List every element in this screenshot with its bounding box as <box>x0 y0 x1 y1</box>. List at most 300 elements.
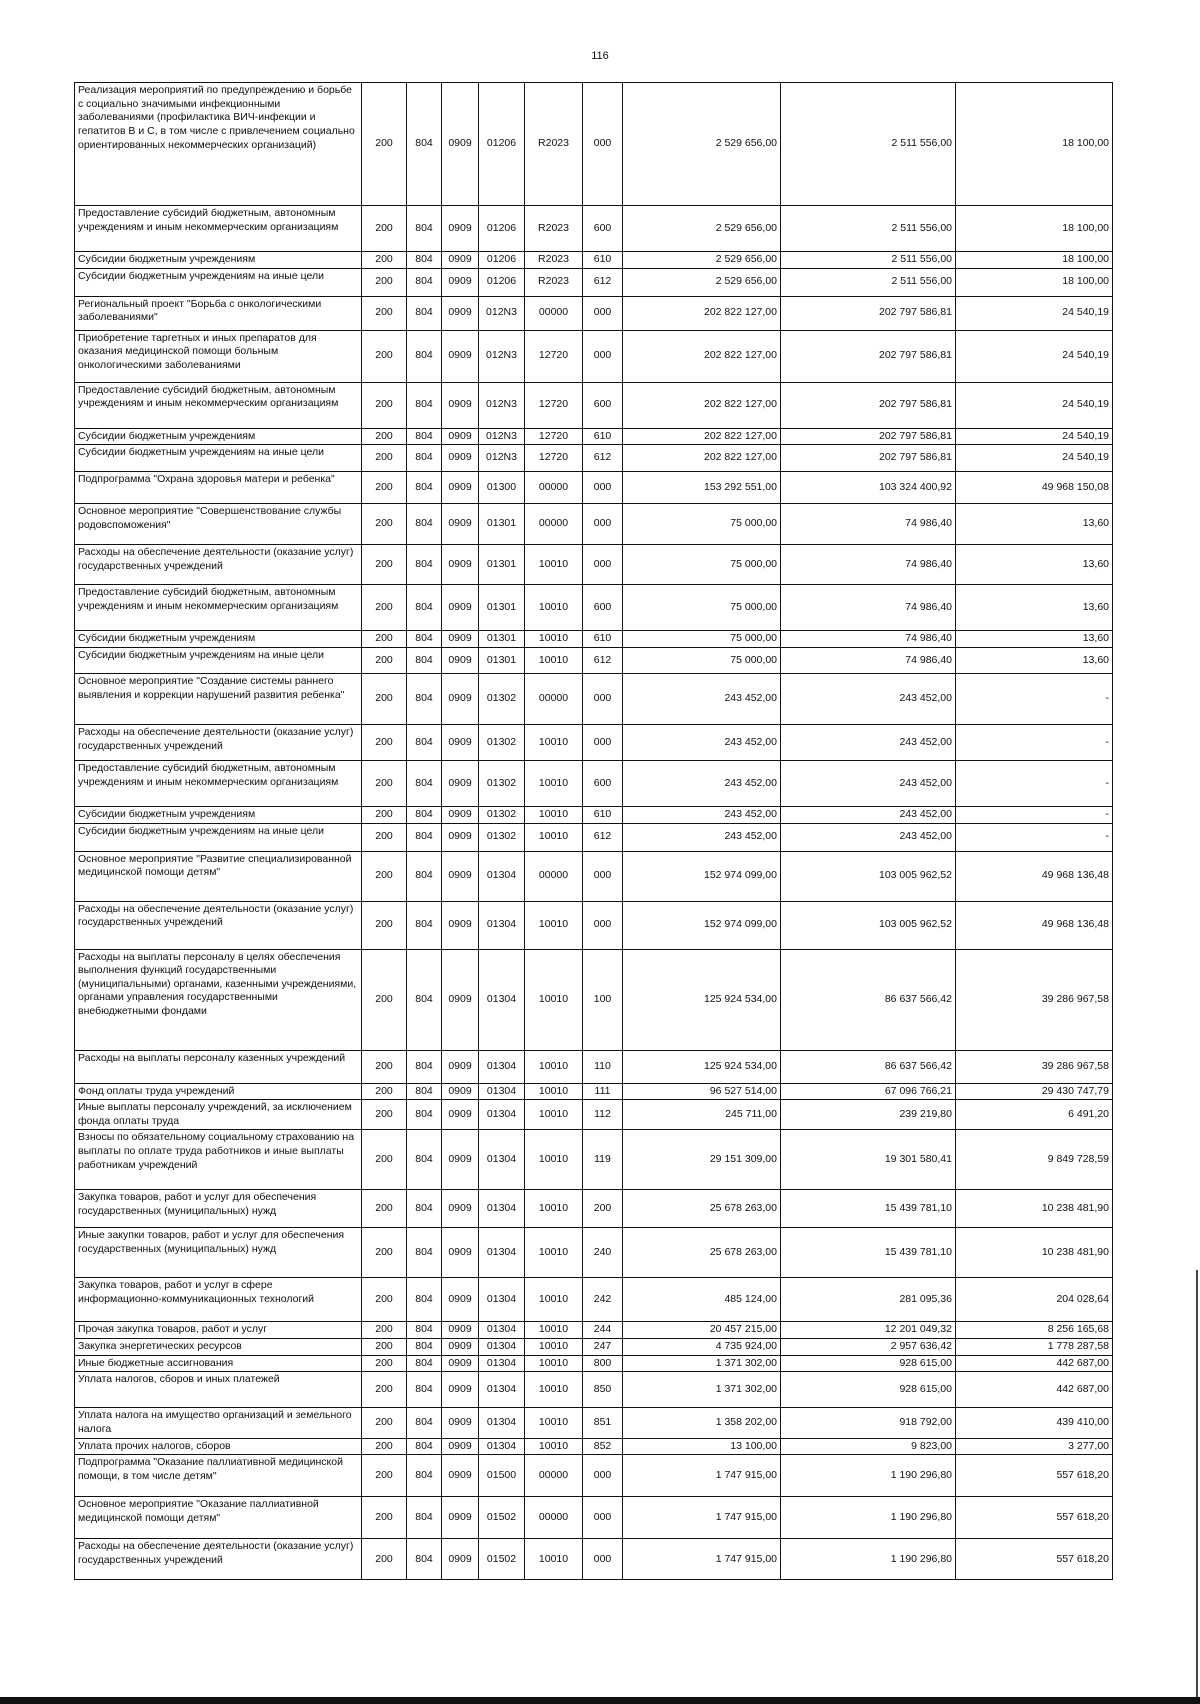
target-code-cell: 10010 <box>525 631 583 648</box>
section-code-cell: 804 <box>407 1438 442 1455</box>
section-code-cell: 804 <box>407 1100 442 1130</box>
program-code-cell: 01301 <box>479 585 525 631</box>
planned-amount-cell: 75 000,00 <box>623 545 781 585</box>
program-code-cell: 01301 <box>479 631 525 648</box>
planned-amount-cell: 2 529 656,00 <box>623 83 781 206</box>
table-row <box>75 1322 1113 1339</box>
section-code-cell: 804 <box>407 673 442 724</box>
executed-amount-cell: 12 201 049,32 <box>781 1322 956 1339</box>
subsection-code-cell: 0909 <box>442 760 479 806</box>
expense-name-cell: Субсидии бюджетным учреждениям <box>75 631 362 648</box>
program-code-cell: 012N3 <box>479 296 525 330</box>
table-row <box>75 1408 1113 1438</box>
expense-name-cell: Расходы на обеспечение деятельности (оказание услуг) государственных учреждений <box>75 901 362 949</box>
target-code-cell: 10010 <box>525 1228 583 1278</box>
program-code-cell: 01304 <box>479 1372 525 1408</box>
program-code-cell: 01304 <box>479 1083 525 1100</box>
table-row <box>75 83 1113 206</box>
planned-amount-cell: 202 822 127,00 <box>623 296 781 330</box>
program-code-cell: 01304 <box>479 1355 525 1372</box>
program-code-cell: 01302 <box>479 806 525 823</box>
subsection-code-cell: 0909 <box>442 806 479 823</box>
expense-type-code-cell: 850 <box>583 1372 623 1408</box>
remainder-amount-cell: 24 540,19 <box>956 330 1113 382</box>
code-cell: 200 <box>362 1322 407 1339</box>
expense-type-code-cell: 247 <box>583 1339 623 1356</box>
remainder-amount-cell: 10 238 481,90 <box>956 1228 1113 1278</box>
expense-type-code-cell: 000 <box>583 472 623 504</box>
executed-amount-cell: 86 637 566,42 <box>781 1050 956 1083</box>
remainder-amount-cell: 1 778 287,58 <box>956 1339 1113 1356</box>
scan-edge-line <box>1196 1270 1198 1700</box>
target-code-cell: 10010 <box>525 1372 583 1408</box>
section-code-cell: 804 <box>407 382 442 428</box>
code-cell: 200 <box>362 545 407 585</box>
planned-amount-cell: 125 924 534,00 <box>623 1050 781 1083</box>
expense-name-cell: Региональный проект "Борьба с онкологическими заболеваниями" <box>75 296 362 330</box>
section-code-cell: 804 <box>407 1322 442 1339</box>
target-code-cell: 10010 <box>525 1539 583 1580</box>
expense-type-code-cell: 244 <box>583 1322 623 1339</box>
section-code-cell: 804 <box>407 83 442 206</box>
section-code-cell: 804 <box>407 428 442 445</box>
subsection-code-cell: 0909 <box>442 83 479 206</box>
section-code-cell: 804 <box>407 1050 442 1083</box>
remainder-amount-cell: - <box>956 760 1113 806</box>
expense-name-cell: Иные закупки товаров, работ и услуг для обеспечения государственных (муниципальных) нужд <box>75 1228 362 1278</box>
target-code-cell: 10010 <box>525 1050 583 1083</box>
code-cell: 200 <box>362 760 407 806</box>
planned-amount-cell: 202 822 127,00 <box>623 330 781 382</box>
expense-type-code-cell: 240 <box>583 1228 623 1278</box>
expense-type-code-cell: 200 <box>583 1190 623 1228</box>
remainder-amount-cell: 24 540,19 <box>956 296 1113 330</box>
subsection-code-cell: 0909 <box>442 1130 479 1190</box>
table-row <box>75 1130 1113 1190</box>
remainder-amount-cell: - <box>956 673 1113 724</box>
table-row <box>75 472 1113 504</box>
remainder-amount-cell: 29 430 747,79 <box>956 1083 1113 1100</box>
planned-amount-cell: 75 000,00 <box>623 647 781 673</box>
remainder-amount-cell: 49 968 150,08 <box>956 472 1113 504</box>
section-code-cell: 804 <box>407 901 442 949</box>
executed-amount-cell: 202 797 586,81 <box>781 445 956 472</box>
expense-name-cell: Предоставление субсидий бюджетным, автономным учреждениям и иным некоммерческим организациям <box>75 760 362 806</box>
expense-type-code-cell: 610 <box>583 252 623 269</box>
scan-bottom-border <box>0 1697 1200 1704</box>
program-code-cell: 01301 <box>479 545 525 585</box>
table-row <box>75 673 1113 724</box>
executed-amount-cell: 103 005 962,52 <box>781 851 956 901</box>
planned-amount-cell: 13 100,00 <box>623 1438 781 1455</box>
remainder-amount-cell: 9 849 728,59 <box>956 1130 1113 1190</box>
section-code-cell: 804 <box>407 330 442 382</box>
expense-name-cell: Закупка энергетических ресурсов <box>75 1339 362 1356</box>
expense-name-cell: Приобретение таргетных и иных препаратов для оказания медицинской помощи больным онкологическими заболеваниями <box>75 330 362 382</box>
target-code-cell: 10010 <box>525 545 583 585</box>
code-cell: 200 <box>362 296 407 330</box>
program-code-cell: 01502 <box>479 1497 525 1539</box>
subsection-code-cell: 0909 <box>442 851 479 901</box>
subsection-code-cell: 0909 <box>442 1190 479 1228</box>
planned-amount-cell: 125 924 534,00 <box>623 949 781 1050</box>
subsection-code-cell: 0909 <box>442 1278 479 1322</box>
expense-name-cell: Закупка товаров, работ и услуг в сфере информационно-коммуникационных технологий <box>75 1278 362 1322</box>
program-code-cell: 01304 <box>479 949 525 1050</box>
target-code-cell: 00000 <box>525 1497 583 1539</box>
table-row <box>75 1497 1113 1539</box>
expense-type-code-cell: 000 <box>583 901 623 949</box>
expense-name-cell: Предоставление субсидий бюджетным, автономным учреждениям и иным некоммерческим организациям <box>75 585 362 631</box>
subsection-code-cell: 0909 <box>442 1455 479 1497</box>
subsection-code-cell: 0909 <box>442 472 479 504</box>
target-code-cell: 00000 <box>525 504 583 545</box>
expense-type-code-cell: 000 <box>583 851 623 901</box>
target-code-cell: 12720 <box>525 382 583 428</box>
table-row <box>75 806 1113 823</box>
code-cell: 200 <box>362 949 407 1050</box>
planned-amount-cell: 25 678 263,00 <box>623 1228 781 1278</box>
code-cell: 200 <box>362 445 407 472</box>
executed-amount-cell: 103 005 962,52 <box>781 901 956 949</box>
target-code-cell: 10010 <box>525 585 583 631</box>
code-cell: 200 <box>362 647 407 673</box>
target-code-cell: 10010 <box>525 1190 583 1228</box>
code-cell: 200 <box>362 585 407 631</box>
expense-name-cell: Иные бюджетные ассигнования <box>75 1355 362 1372</box>
remainder-amount-cell: 557 618,20 <box>956 1497 1113 1539</box>
expense-name-cell: Основное мероприятие "Оказание паллиативной медицинской помощи детям" <box>75 1497 362 1539</box>
subsection-code-cell: 0909 <box>442 206 479 252</box>
executed-amount-cell: 2 511 556,00 <box>781 83 956 206</box>
target-code-cell: 10010 <box>525 949 583 1050</box>
table-row <box>75 823 1113 851</box>
planned-amount-cell: 4 735 924,00 <box>623 1339 781 1356</box>
target-code-cell: R2023 <box>525 206 583 252</box>
expense-type-code-cell: 111 <box>583 1083 623 1100</box>
table-row <box>75 1278 1113 1322</box>
table-row <box>75 330 1113 382</box>
expense-type-code-cell: 000 <box>583 83 623 206</box>
program-code-cell: 01304 <box>479 901 525 949</box>
code-cell: 200 <box>362 1278 407 1322</box>
executed-amount-cell: 19 301 580,41 <box>781 1130 956 1190</box>
planned-amount-cell: 152 974 099,00 <box>623 901 781 949</box>
section-code-cell: 804 <box>407 1497 442 1539</box>
expense-name-cell: Прочая закупка товаров, работ и услуг <box>75 1322 362 1339</box>
code-cell: 200 <box>362 1339 407 1356</box>
subsection-code-cell: 0909 <box>442 504 479 545</box>
subsection-code-cell: 0909 <box>442 901 479 949</box>
remainder-amount-cell: 439 410,00 <box>956 1408 1113 1438</box>
target-code-cell: 00000 <box>525 851 583 901</box>
executed-amount-cell: 281 095,36 <box>781 1278 956 1322</box>
expense-type-code-cell: 610 <box>583 428 623 445</box>
code-cell: 200 <box>362 1130 407 1190</box>
remainder-amount-cell: 8 256 165,68 <box>956 1322 1113 1339</box>
executed-amount-cell: 2 511 556,00 <box>781 206 956 252</box>
planned-amount-cell: 485 124,00 <box>623 1278 781 1322</box>
code-cell: 200 <box>362 382 407 428</box>
remainder-amount-cell: 6 491,20 <box>956 1100 1113 1130</box>
expense-type-code-cell: 000 <box>583 330 623 382</box>
program-code-cell: 01304 <box>479 1228 525 1278</box>
code-cell: 200 <box>362 268 407 296</box>
target-code-cell: 00000 <box>525 673 583 724</box>
section-code-cell: 804 <box>407 1130 442 1190</box>
section-code-cell: 804 <box>407 472 442 504</box>
code-cell: 200 <box>362 806 407 823</box>
subsection-code-cell: 0909 <box>442 268 479 296</box>
program-code-cell: 01302 <box>479 760 525 806</box>
code-cell: 200 <box>362 1100 407 1130</box>
table-row <box>75 631 1113 648</box>
section-code-cell: 804 <box>407 760 442 806</box>
table-row <box>75 206 1113 252</box>
planned-amount-cell: 75 000,00 <box>623 504 781 545</box>
executed-amount-cell: 2 511 556,00 <box>781 268 956 296</box>
section-code-cell: 804 <box>407 647 442 673</box>
expense-name-cell: Субсидии бюджетным учреждениям на иные цели <box>75 268 362 296</box>
expense-name-cell: Закупка товаров, работ и услуг для обеспечения государственных (муниципальных) нужд <box>75 1190 362 1228</box>
target-code-cell: 10010 <box>525 1130 583 1190</box>
section-code-cell: 804 <box>407 1539 442 1580</box>
subsection-code-cell: 0909 <box>442 1100 479 1130</box>
remainder-amount-cell: - <box>956 806 1113 823</box>
section-code-cell: 804 <box>407 851 442 901</box>
code-cell: 200 <box>362 673 407 724</box>
expense-type-code-cell: 600 <box>583 206 623 252</box>
program-code-cell: 01304 <box>479 1050 525 1083</box>
code-cell: 200 <box>362 472 407 504</box>
section-code-cell: 804 <box>407 268 442 296</box>
executed-amount-cell: 74 986,40 <box>781 647 956 673</box>
program-code-cell: 01304 <box>479 1322 525 1339</box>
expense-name-cell: Основное мероприятие "Развитие специализированной медицинской помощи детям" <box>75 851 362 901</box>
expense-name-cell: Субсидии бюджетным учреждениям на иные цели <box>75 445 362 472</box>
section-code-cell: 804 <box>407 252 442 269</box>
table-row <box>75 949 1113 1050</box>
table-row <box>75 1372 1113 1408</box>
section-code-cell: 804 <box>407 585 442 631</box>
table-row <box>75 1438 1113 1455</box>
executed-amount-cell: 103 324 400,92 <box>781 472 956 504</box>
code-cell: 200 <box>362 1050 407 1083</box>
planned-amount-cell: 1 371 302,00 <box>623 1372 781 1408</box>
code-cell: 200 <box>362 330 407 382</box>
remainder-amount-cell: - <box>956 823 1113 851</box>
executed-amount-cell: 202 797 586,81 <box>781 330 956 382</box>
remainder-amount-cell: 39 286 967,58 <box>956 949 1113 1050</box>
table-row <box>75 296 1113 330</box>
code-cell: 200 <box>362 1438 407 1455</box>
table-row <box>75 1455 1113 1497</box>
program-code-cell: 01304 <box>479 851 525 901</box>
remainder-amount-cell: 13,60 <box>956 545 1113 585</box>
remainder-amount-cell: 13,60 <box>956 585 1113 631</box>
subsection-code-cell: 0909 <box>442 296 479 330</box>
expense-name-cell: Основное мероприятие "Совершенствование службы родовспоможения" <box>75 504 362 545</box>
planned-amount-cell: 1 747 915,00 <box>623 1455 781 1497</box>
subsection-code-cell: 0909 <box>442 1539 479 1580</box>
target-code-cell: 10010 <box>525 647 583 673</box>
section-code-cell: 804 <box>407 949 442 1050</box>
section-code-cell: 804 <box>407 1372 442 1408</box>
expense-type-code-cell: 612 <box>583 268 623 296</box>
remainder-amount-cell: 13,60 <box>956 647 1113 673</box>
code-cell: 200 <box>362 1228 407 1278</box>
remainder-amount-cell: 557 618,20 <box>956 1539 1113 1580</box>
table-row <box>75 428 1113 445</box>
table-row <box>75 252 1113 269</box>
subsection-code-cell: 0909 <box>442 545 479 585</box>
budget-table <box>74 82 1113 1580</box>
executed-amount-cell: 2 511 556,00 <box>781 252 956 269</box>
target-code-cell: R2023 <box>525 252 583 269</box>
table-row <box>75 1190 1113 1228</box>
target-code-cell: R2023 <box>525 268 583 296</box>
target-code-cell: 12720 <box>525 428 583 445</box>
executed-amount-cell: 243 452,00 <box>781 806 956 823</box>
program-code-cell: 01302 <box>479 724 525 760</box>
remainder-amount-cell: 13,60 <box>956 631 1113 648</box>
section-code-cell: 804 <box>407 724 442 760</box>
subsection-code-cell: 0909 <box>442 1355 479 1372</box>
expense-name-cell: Субсидии бюджетным учреждениям <box>75 806 362 823</box>
executed-amount-cell: 243 452,00 <box>781 673 956 724</box>
expense-type-code-cell: 851 <box>583 1408 623 1438</box>
expense-type-code-cell: 000 <box>583 296 623 330</box>
table-row <box>75 1539 1113 1580</box>
subsection-code-cell: 0909 <box>442 673 479 724</box>
program-code-cell: 01206 <box>479 83 525 206</box>
target-code-cell: R2023 <box>525 83 583 206</box>
expense-name-cell: Основное мероприятие "Создание системы раннего выявления и коррекции нарушений развития ребенка" <box>75 673 362 724</box>
planned-amount-cell: 2 529 656,00 <box>623 206 781 252</box>
code-cell: 200 <box>362 428 407 445</box>
executed-amount-cell: 1 190 296,80 <box>781 1539 956 1580</box>
remainder-amount-cell: 24 540,19 <box>956 428 1113 445</box>
program-code-cell: 01304 <box>479 1339 525 1356</box>
executed-amount-cell: 15 439 781,10 <box>781 1228 956 1278</box>
program-code-cell: 012N3 <box>479 428 525 445</box>
executed-amount-cell: 239 219,80 <box>781 1100 956 1130</box>
planned-amount-cell: 202 822 127,00 <box>623 382 781 428</box>
remainder-amount-cell: 204 028,64 <box>956 1278 1113 1322</box>
page-number: 116 <box>591 50 609 62</box>
table-row <box>75 445 1113 472</box>
remainder-amount-cell: 39 286 967,58 <box>956 1050 1113 1083</box>
planned-amount-cell: 153 292 551,00 <box>623 472 781 504</box>
subsection-code-cell: 0909 <box>442 724 479 760</box>
program-code-cell: 01304 <box>479 1278 525 1322</box>
target-code-cell: 10010 <box>525 1100 583 1130</box>
expense-name-cell: Расходы на выплаты персоналу в целях обеспечения выполнения функций государственными (муниципальными) органами, казенными учреждениями, органами управления государственными внебюджетными фондами <box>75 949 362 1050</box>
program-code-cell: 01302 <box>479 673 525 724</box>
code-cell: 200 <box>362 1539 407 1580</box>
program-code-cell: 01206 <box>479 206 525 252</box>
remainder-amount-cell: 10 238 481,90 <box>956 1190 1113 1228</box>
program-code-cell: 01304 <box>479 1408 525 1438</box>
section-code-cell: 804 <box>407 1455 442 1497</box>
planned-amount-cell: 75 000,00 <box>623 585 781 631</box>
planned-amount-cell: 20 457 215,00 <box>623 1322 781 1339</box>
expense-type-code-cell: 610 <box>583 806 623 823</box>
target-code-cell: 12720 <box>525 445 583 472</box>
expense-type-code-cell: 610 <box>583 631 623 648</box>
program-code-cell: 01301 <box>479 647 525 673</box>
expense-type-code-cell: 600 <box>583 760 623 806</box>
program-code-cell: 012N3 <box>479 445 525 472</box>
table-row <box>75 1050 1113 1083</box>
executed-amount-cell: 74 986,40 <box>781 585 956 631</box>
table-row <box>75 647 1113 673</box>
table-row <box>75 1083 1113 1100</box>
section-code-cell: 804 <box>407 806 442 823</box>
table-row <box>75 504 1113 545</box>
target-code-cell: 10010 <box>525 1278 583 1322</box>
program-code-cell: 01304 <box>479 1130 525 1190</box>
subsection-code-cell: 0909 <box>442 647 479 673</box>
subsection-code-cell: 0909 <box>442 949 479 1050</box>
expense-name-cell: Субсидии бюджетным учреждениям <box>75 252 362 269</box>
subsection-code-cell: 0909 <box>442 1497 479 1539</box>
expense-type-code-cell: 612 <box>583 823 623 851</box>
executed-amount-cell: 2 957 636,42 <box>781 1339 956 1356</box>
planned-amount-cell: 2 529 656,00 <box>623 268 781 296</box>
section-code-cell: 804 <box>407 1190 442 1228</box>
code-cell: 200 <box>362 206 407 252</box>
target-code-cell: 10010 <box>525 760 583 806</box>
executed-amount-cell: 86 637 566,42 <box>781 949 956 1050</box>
code-cell: 200 <box>362 631 407 648</box>
subsection-code-cell: 0909 <box>442 585 479 631</box>
subsection-code-cell: 0909 <box>442 1083 479 1100</box>
code-cell: 200 <box>362 504 407 545</box>
expense-type-code-cell: 000 <box>583 545 623 585</box>
table-row <box>75 1228 1113 1278</box>
expense-type-code-cell: 852 <box>583 1438 623 1455</box>
executed-amount-cell: 243 452,00 <box>781 760 956 806</box>
code-cell: 200 <box>362 1455 407 1497</box>
remainder-amount-cell: 18 100,00 <box>956 83 1113 206</box>
target-code-cell: 10010 <box>525 823 583 851</box>
expense-name-cell: Субсидии бюджетным учреждениям <box>75 428 362 445</box>
expense-type-code-cell: 800 <box>583 1355 623 1372</box>
planned-amount-cell: 29 151 309,00 <box>623 1130 781 1190</box>
table-row <box>75 724 1113 760</box>
expense-name-cell: Расходы на обеспечение деятельности (оказание услуг) государственных учреждений <box>75 1539 362 1580</box>
target-code-cell: 10010 <box>525 806 583 823</box>
program-code-cell: 012N3 <box>479 382 525 428</box>
executed-amount-cell: 9 823,00 <box>781 1438 956 1455</box>
executed-amount-cell: 202 797 586,81 <box>781 382 956 428</box>
target-code-cell: 10010 <box>525 1322 583 1339</box>
executed-amount-cell: 74 986,40 <box>781 545 956 585</box>
executed-amount-cell: 243 452,00 <box>781 823 956 851</box>
executed-amount-cell: 928 615,00 <box>781 1372 956 1408</box>
expense-name-cell: Реализация мероприятий по предупреждению и борьбе с социально значимыми инфекционными заболеваниями (профилактика ВИЧ-инфекции и гепатитов В и С, в том числе с привлечением социально ориентированных некоммерческих организаций) <box>75 83 362 206</box>
code-cell: 200 <box>362 823 407 851</box>
expense-name-cell: Расходы на обеспечение деятельности (оказание услуг) государственных учреждений <box>75 724 362 760</box>
table-row <box>75 1339 1113 1356</box>
subsection-code-cell: 0909 <box>442 1050 479 1083</box>
program-code-cell: 01500 <box>479 1455 525 1497</box>
planned-amount-cell: 75 000,00 <box>623 631 781 648</box>
table-row <box>75 545 1113 585</box>
remainder-amount-cell: 442 687,00 <box>956 1372 1113 1408</box>
expense-type-code-cell: 000 <box>583 724 623 760</box>
